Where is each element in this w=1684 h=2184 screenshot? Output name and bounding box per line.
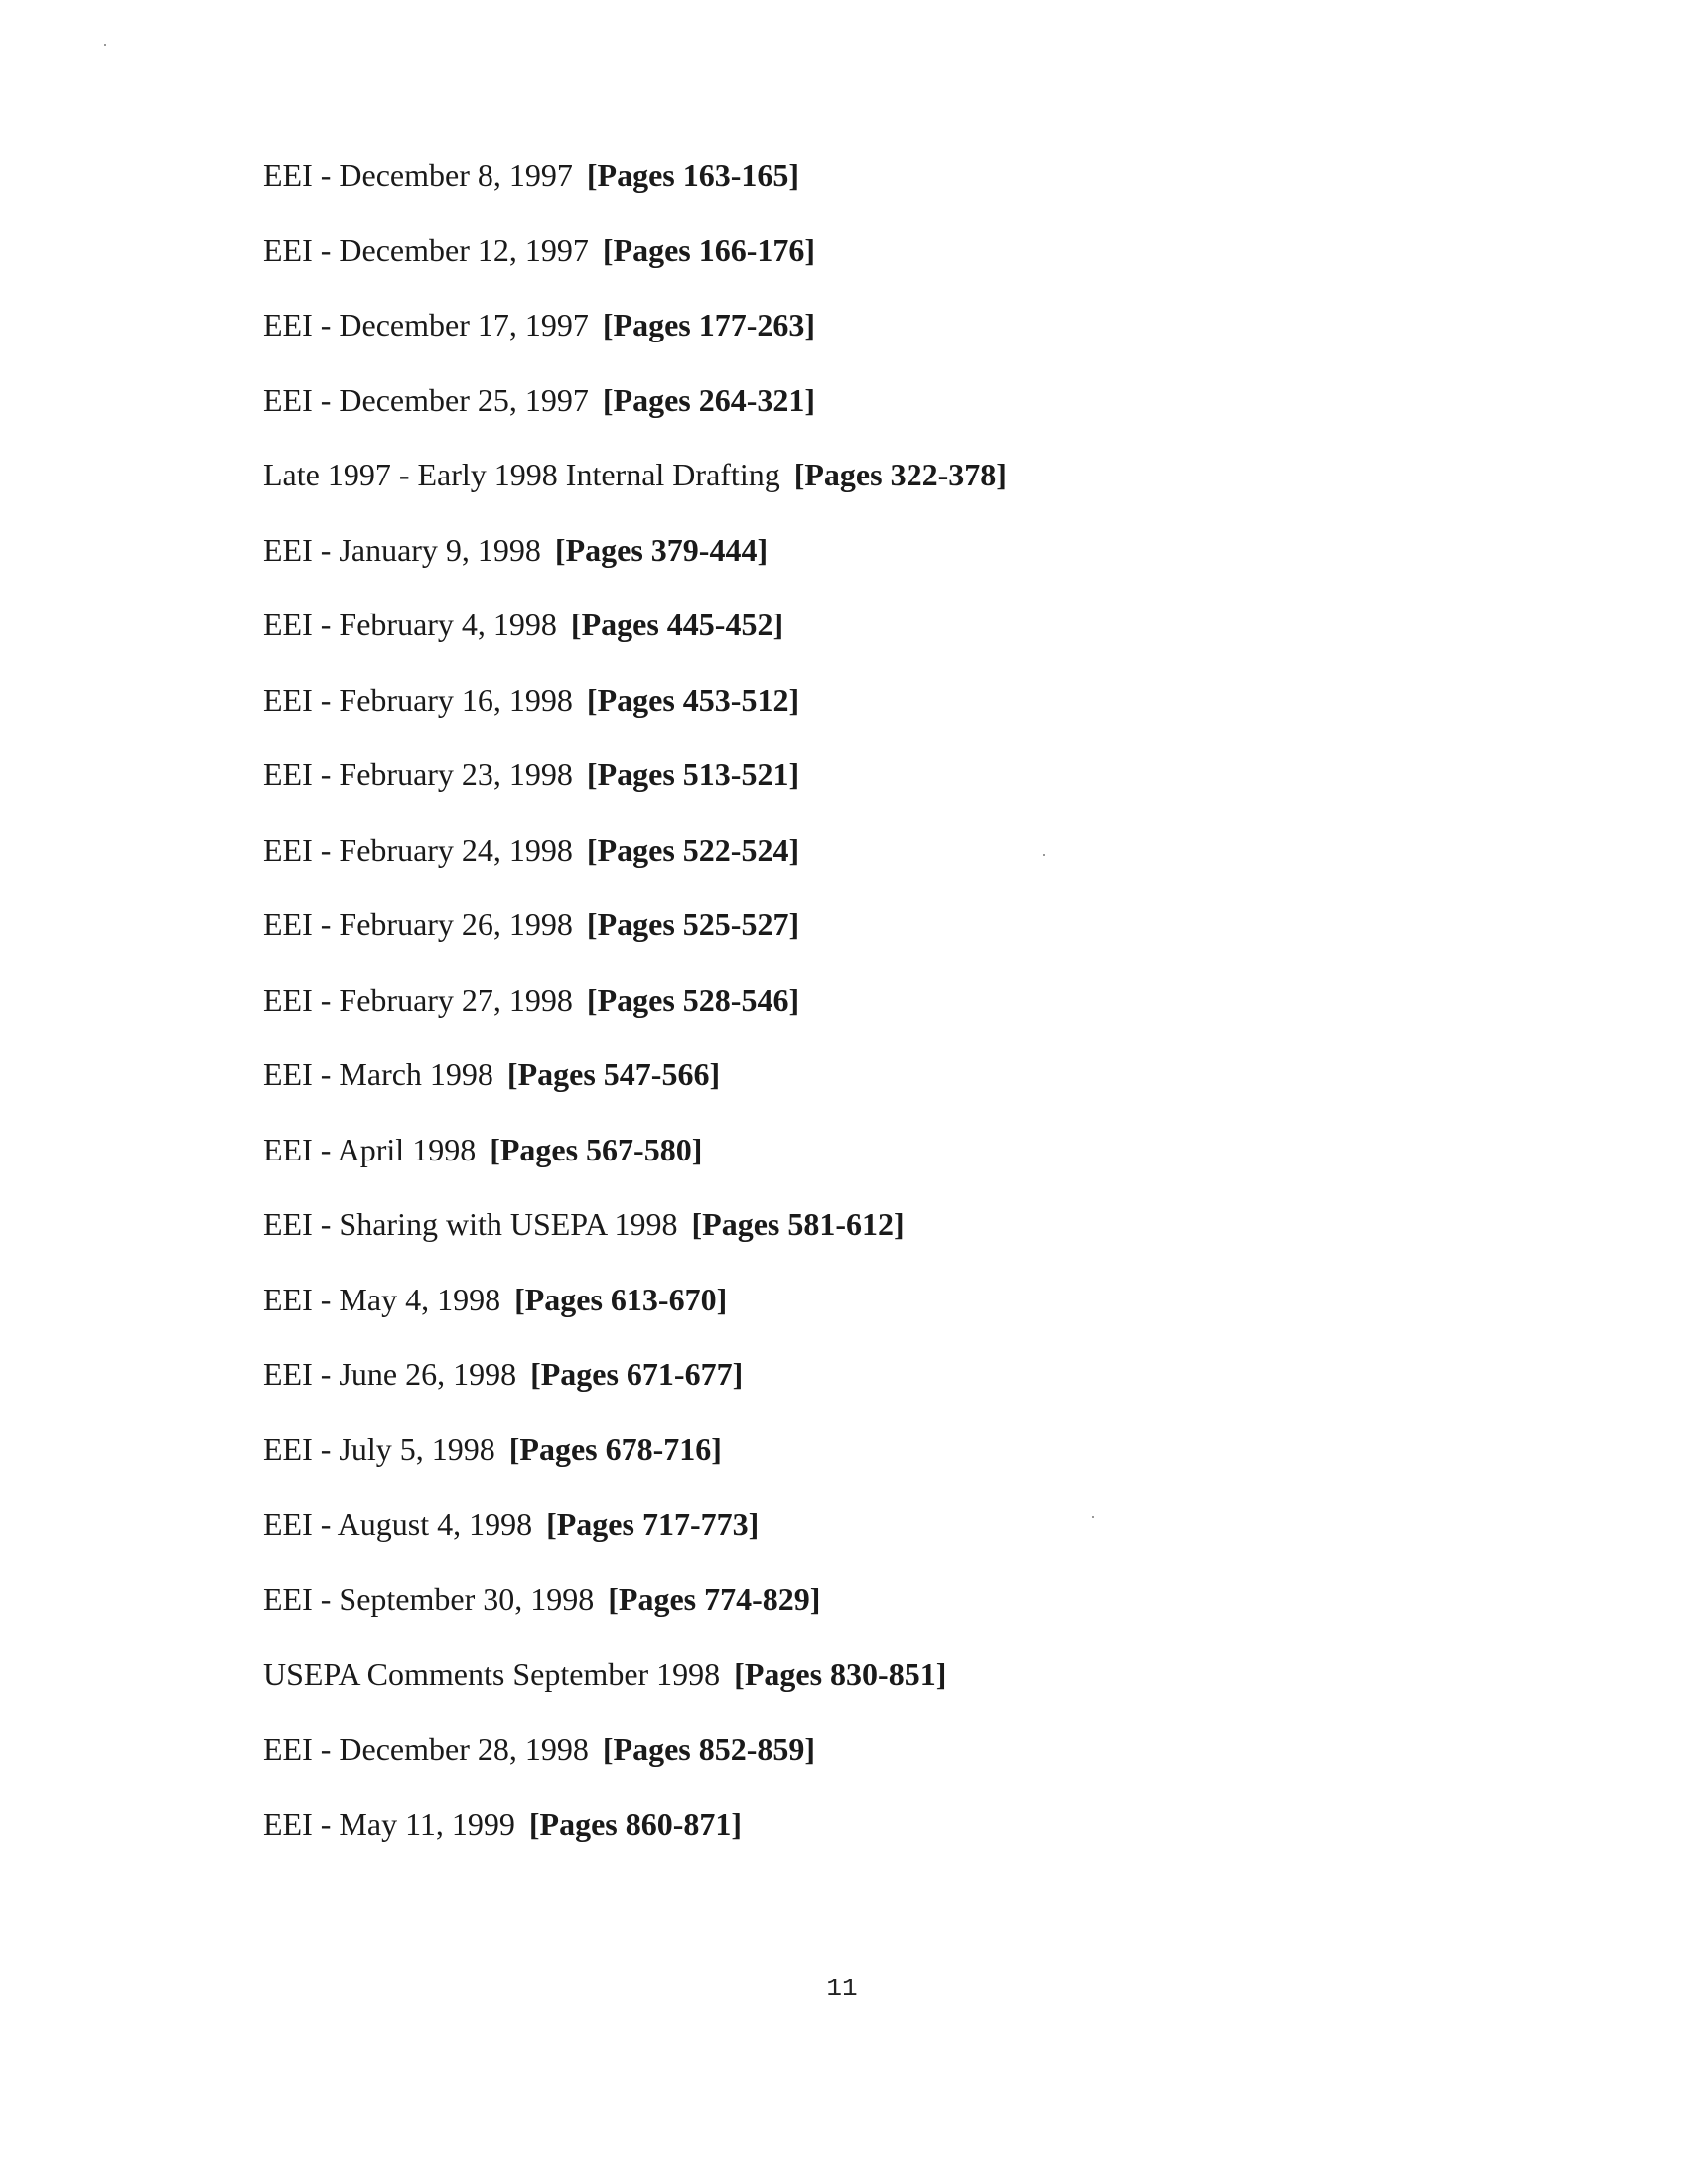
entry-page-range: [Pages 613-670] [514,1281,728,1317]
index-entry [263,449,1455,524]
entry-label: EEI - February 16, 1998 [263,681,573,718]
entry-label: EEI - April 1998 [263,1131,477,1167]
entry-page-range: [Pages 177-263] [602,307,816,342]
entry-label: EEI - February 26, 1998 [263,906,573,942]
entry-page-range: [Pages 581-612] [691,1206,905,1242]
entry-page-range: [Pages 322-378] [793,457,1007,492]
index-entry [263,674,1455,750]
entry-label: EEI - February 23, 1998 [263,756,573,792]
index-entry [263,974,1455,1049]
index-entry [263,1198,1455,1274]
entry-label: EEI - February 27, 1998 [263,981,573,1018]
index-entry [263,898,1455,974]
entry-page-range: [Pages 513-521] [586,756,800,792]
entry-label: EEI - July 5, 1998 [263,1431,495,1467]
document-index-list [263,149,1455,1873]
index-entry [263,1274,1455,1349]
entry-page-range: [Pages 445-452] [570,607,784,642]
entry-page-range: [Pages 852-859] [602,1730,816,1767]
entry-page-range: [Pages 717-773] [546,1506,760,1542]
entry-page-range: [Pages 528-546] [586,981,800,1018]
entry-page-range: [Pages 774-829] [608,1580,821,1617]
index-entry [263,1498,1455,1573]
page-number: 11 [826,1974,858,2003]
index-entry [263,524,1455,600]
scan-speck [104,44,106,46]
entry-page-range: [Pages 671-677] [530,1356,744,1392]
entry-label: Late 1997 - Early 1998 Internal Drafting [263,457,780,492]
entry-label: EEI - December 12, 1997 [263,231,589,268]
index-entry [263,1798,1455,1873]
entry-label: EEI - Sharing with USEPA 1998 [263,1206,678,1242]
entry-page-range: [Pages 264-321] [602,381,816,418]
entry-page-range: [Pages 525-527] [586,906,800,942]
index-entry [263,374,1455,450]
index-entry [263,599,1455,674]
entry-label: EEI - May 4, 1998 [263,1281,501,1317]
index-entry [263,1723,1455,1799]
entry-page-range: [Pages 166-176] [602,231,816,268]
entry-page-range: [Pages 678-716] [508,1431,722,1467]
index-entry [263,149,1455,224]
entry-label: EEI - February 24, 1998 [263,831,573,868]
index-entry [263,1573,1455,1649]
entry-label: EEI - December 28, 1998 [263,1730,589,1767]
index-entry [263,1648,1455,1723]
entry-label: EEI - December 8, 1997 [263,157,573,193]
index-entry [263,824,1455,899]
entry-page-range: [Pages 547-566] [506,1056,721,1092]
index-entry [263,1124,1455,1199]
index-entry [263,1424,1455,1499]
entry-label: USEPA Comments September 1998 [263,1656,721,1692]
entry-label: EEI - December 17, 1997 [263,307,589,342]
entry-page-range: [Pages 379-444] [554,531,769,568]
entry-page-range: [Pages 522-524] [586,831,800,868]
index-entry [263,224,1455,300]
entry-label: EEI - March 1998 [263,1056,493,1092]
entry-page-range: [Pages 163-165] [586,157,800,193]
index-entry [263,1048,1455,1124]
index-entry [263,299,1455,374]
entry-page-range: [Pages 860-871] [528,1806,743,1842]
entry-label: EEI - December 25, 1997 [263,381,589,418]
entry-page-range: [Pages 830-851] [734,1656,947,1692]
entry-label: EEI - May 11, 1999 [263,1806,515,1842]
entry-page-range: [Pages 567-580] [490,1131,703,1167]
entry-label: EEI - August 4, 1998 [263,1506,533,1542]
entry-label: EEI - June 26, 1998 [263,1356,517,1392]
index-entry [263,1348,1455,1424]
entry-label: EEI - January 9, 1998 [263,531,541,568]
entry-label: EEI - September 30, 1998 [263,1580,595,1617]
entry-label: EEI - February 4, 1998 [263,607,557,642]
index-entry [263,749,1455,824]
entry-page-range: [Pages 453-512] [586,681,800,718]
